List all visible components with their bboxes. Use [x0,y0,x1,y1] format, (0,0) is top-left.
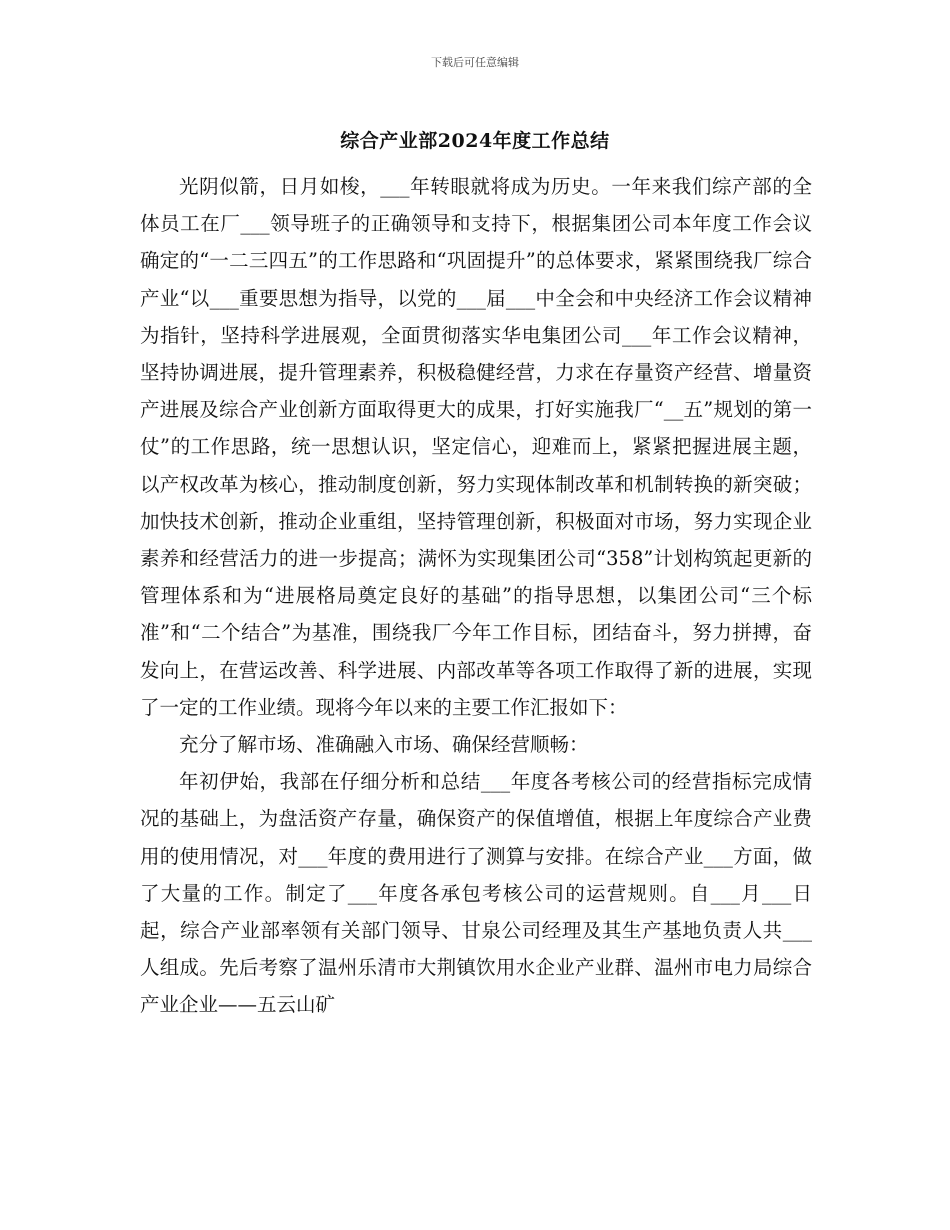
document-body [140,168,812,1024]
paragraph-intro: 光阴似箭，日月如梭，___年转眼就将成为历史。一年来我们综产部的全体员工在厂___领导班子的正确领导和支持下，根据集团公司本年度工作会议确定的“一二三四五”的工作思路和“巩固提升”的总体要求，紧紧围绕我厂综合产业“以___重要思想为指导，以党的___届___中全会和中央经济工作会议精神为指针，坚持科学进展观，全面贯彻落实华电集团公司___年工作会议精神，坚持协调进展，提升管理素养，积极稳健经营，力求在存量资产经营、增量资产进展及综合产业创新方面取得更大的成果，打好实施我厂“__五”规划的第一仗”的工作思路，统一思想认识，坚定信心，迎难而上，紧紧把握进展主题，以产权改革为核心，推动制度创新，努力实现体制改革和机制转换的新突破；加快技术创新，推动企业重组，坚持管理创新，积极面对市场，努力实现企业素养和经营活力的进一步提高；满怀为实现集团公司“358”计划构筑起更新的管理体系和为“进展格局奠定良好的基础”的指导思想，以集团公司“三个标准”和“二个结合”为基准，围绕我厂今年工作目标，团结奋斗，努力拼搏，奋发向上，在营运改善、科学进展、内部改革等各项工作取得了新的进展，实现了一定的工作业绩。现将今年以来的主要工作汇报如下： [140,175,812,719]
paragraph-section-heading: 充分了解市场、准确融入市场、确保经营顺畅： [179,733,589,757]
download-note: 下载后可任意编辑 [431,56,519,69]
document-title: 综合产业部2024年度工作总结 [340,130,610,152]
paragraph-details: 年初伊始，我部在仔细分析和总结___年度各考核公司的经营指标完成情况的基础上，为盘活资产存量，确保资产的保值增值，根据上年度综合产业费用的使用情况，对___年度的费用进行了测算与安排。在综合产业___方面，做了大量的工作。制定了___年度各承包考核公司的运营规则。自___月___日起，综合产业部率领有关部门领导、甘泉公司经理及其生产基地负责人共___人组成。先后考察了温州乐清市大荆镇饮用水企业产业群、温州市电力局综合产业企业——五云山矿 [140,770,812,1017]
